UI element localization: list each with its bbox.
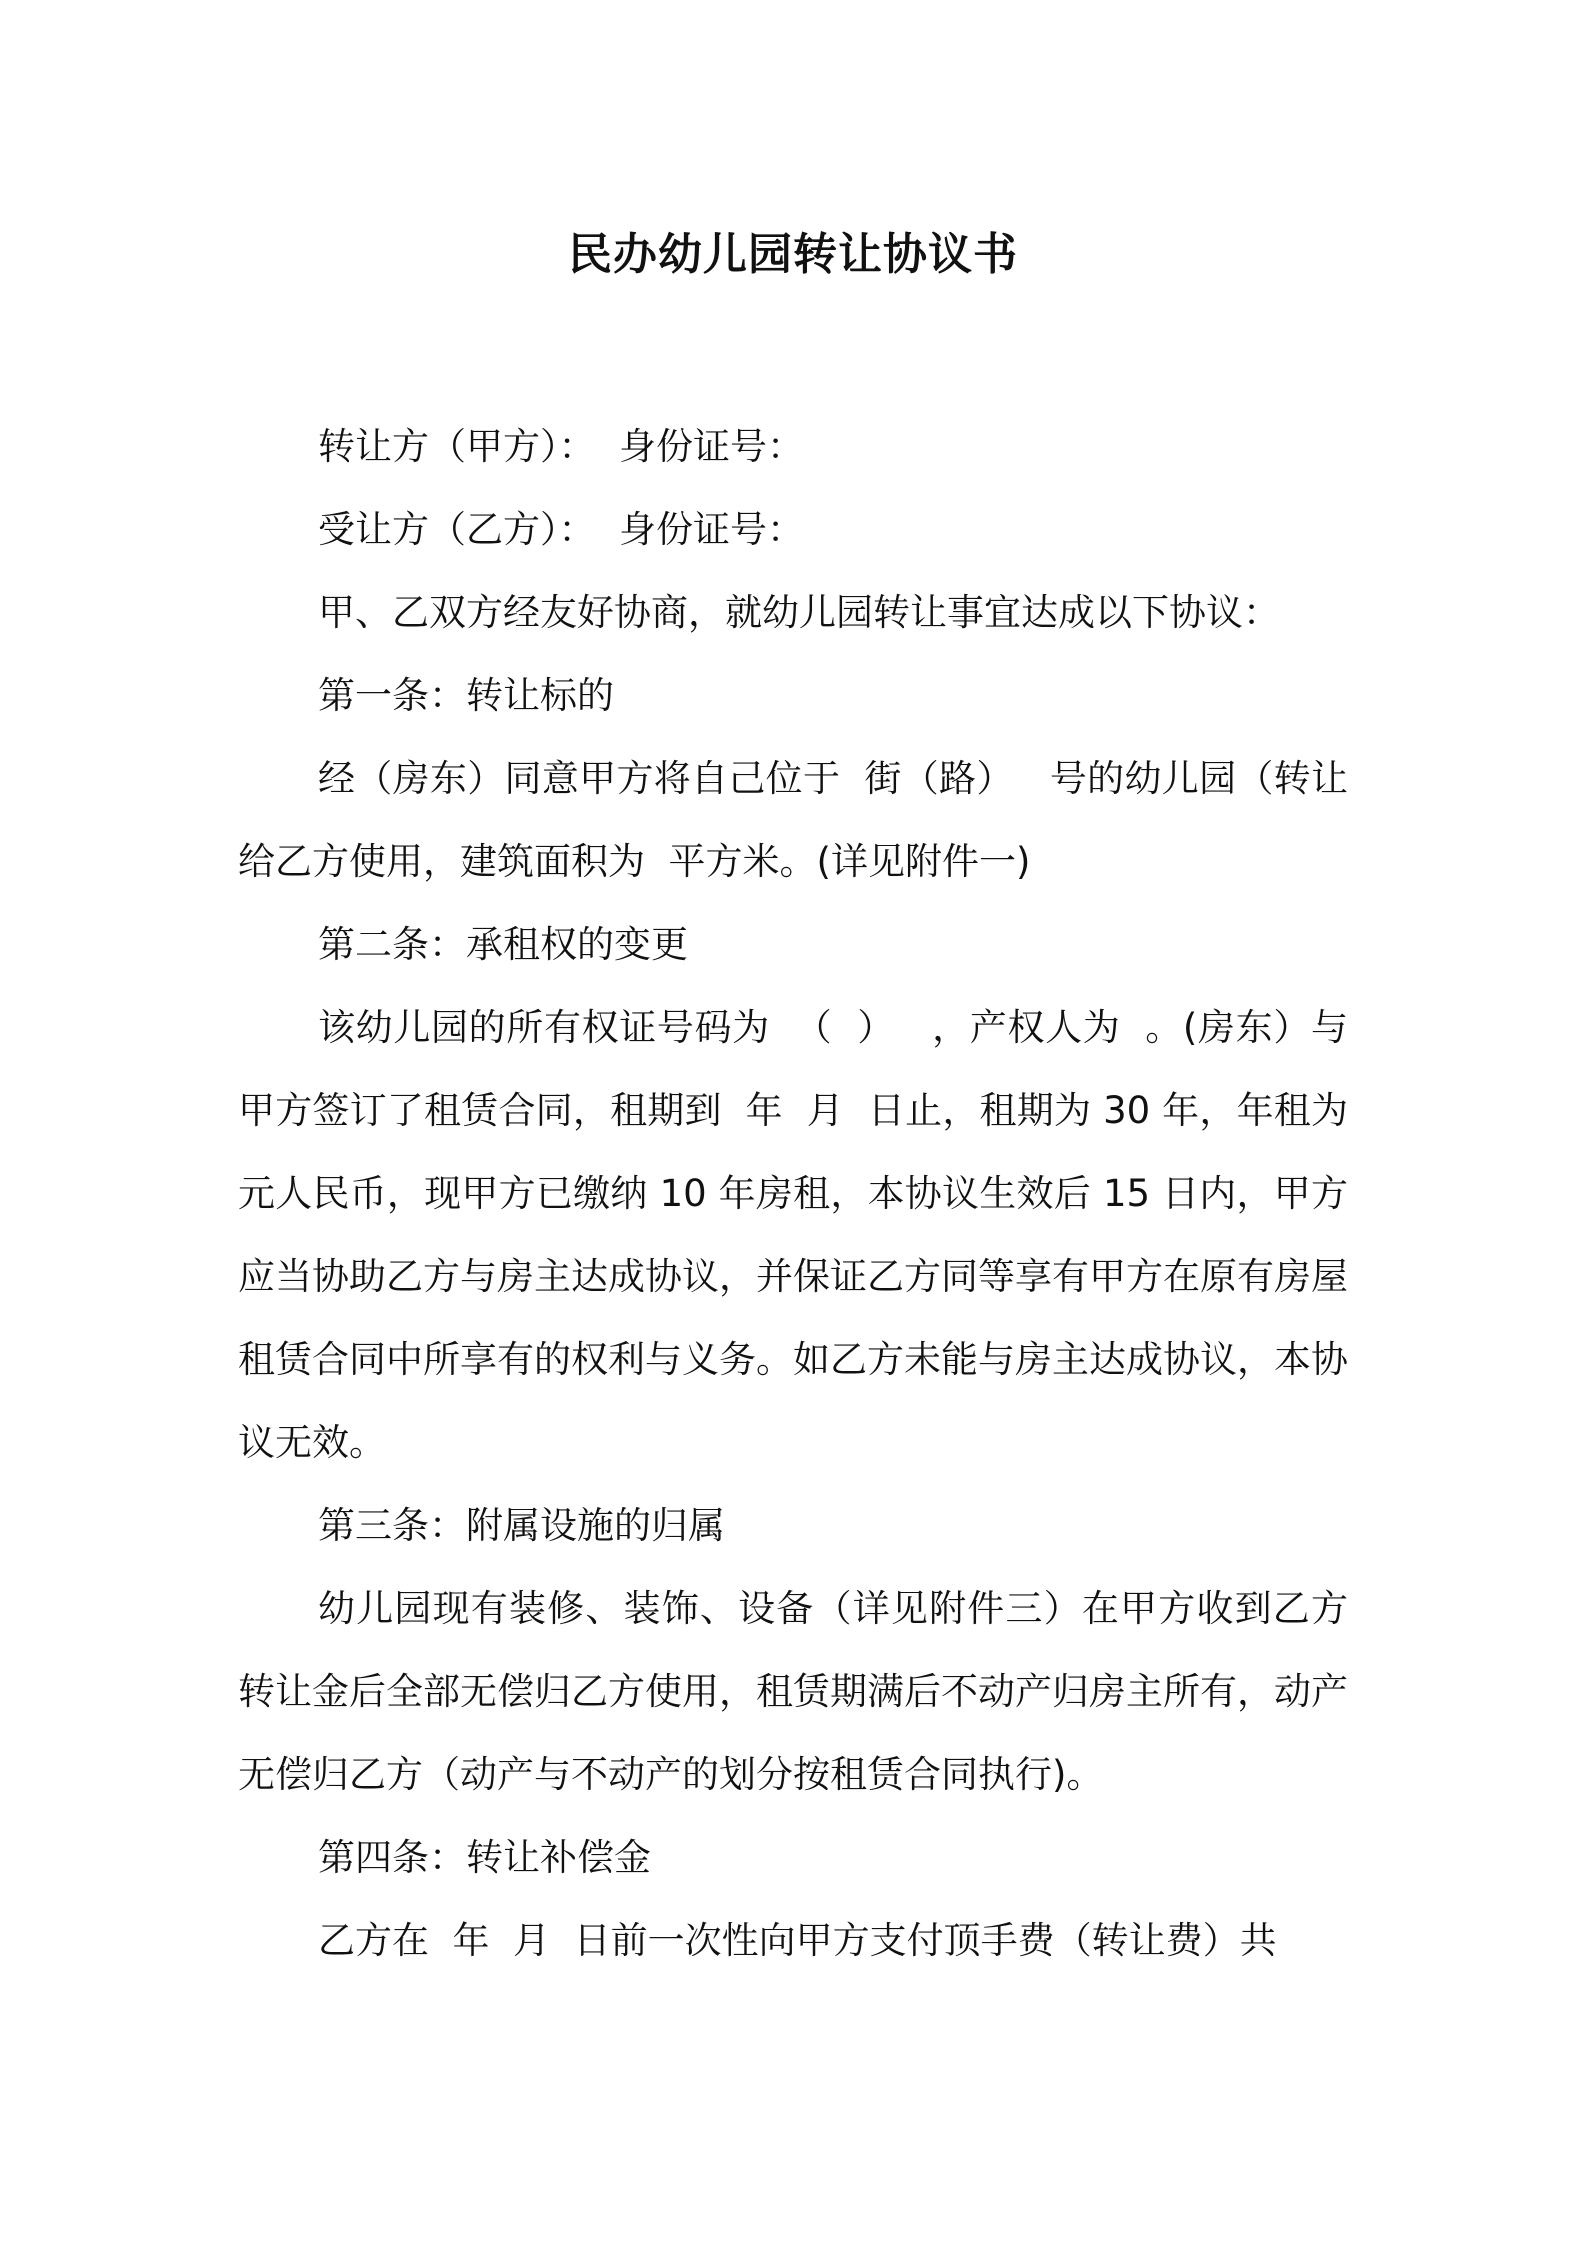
article-4-text: 乙方在 年 月 日前一次性向甲方支付顶手费（转让费）共 — [318, 1919, 1277, 1962]
article-4-heading: 第四条：转让补偿金 — [318, 1836, 651, 1879]
article-1-text: 经（房东）同意甲方将自己位于 街（路） 号的幼儿园（转让给乙方使用，建筑面积为 平方米。(详见附件一) — [238, 757, 1348, 883]
article-3-heading: 第三条：附属设施的归属 — [318, 1504, 725, 1547]
article-1-heading: 第一条：转让标的 — [318, 674, 614, 717]
agreement-intro: 甲、乙双方经友好协商，就幼儿园转让事宜达成以下协议： — [318, 591, 1280, 634]
document-body — [238, 405, 1372, 1982]
party-b-line: 受让方（乙方）： 身份证号： — [318, 508, 805, 551]
article-2-heading: 第二条：承租权的变更 — [318, 923, 688, 966]
party-a-line: 转让方（甲方）： 身份证号： — [318, 425, 805, 468]
article-3-text: 幼儿园现有装修、装饰、设备（详见附件三）在甲方收到乙方转让金后全部无偿归乙方使用，租赁期满后不动产归房主所有，动产无偿归乙方（动产与不动产的划分按租赁合同执行)。 — [238, 1587, 1348, 1796]
document-title: 民办幼儿园转让协议书 — [568, 229, 1018, 280]
article-2-text: 该幼儿园的所有权证号码为 （ ） ，产权人为 。(房东）与甲方签订了租赁合同，租期到 年 月 日止，租期为 30 年，年租为 元人民币，现甲方已缴纳 10 年房租，本协议生效后 15 日内，甲方应当协助乙方与房主达成协议，并保证乙方同等享有甲方在原有房屋租赁合同中所享有的权利与义务。如乙方未能与房主达成协议，本协议无效。 — [238, 1006, 1372, 1464]
